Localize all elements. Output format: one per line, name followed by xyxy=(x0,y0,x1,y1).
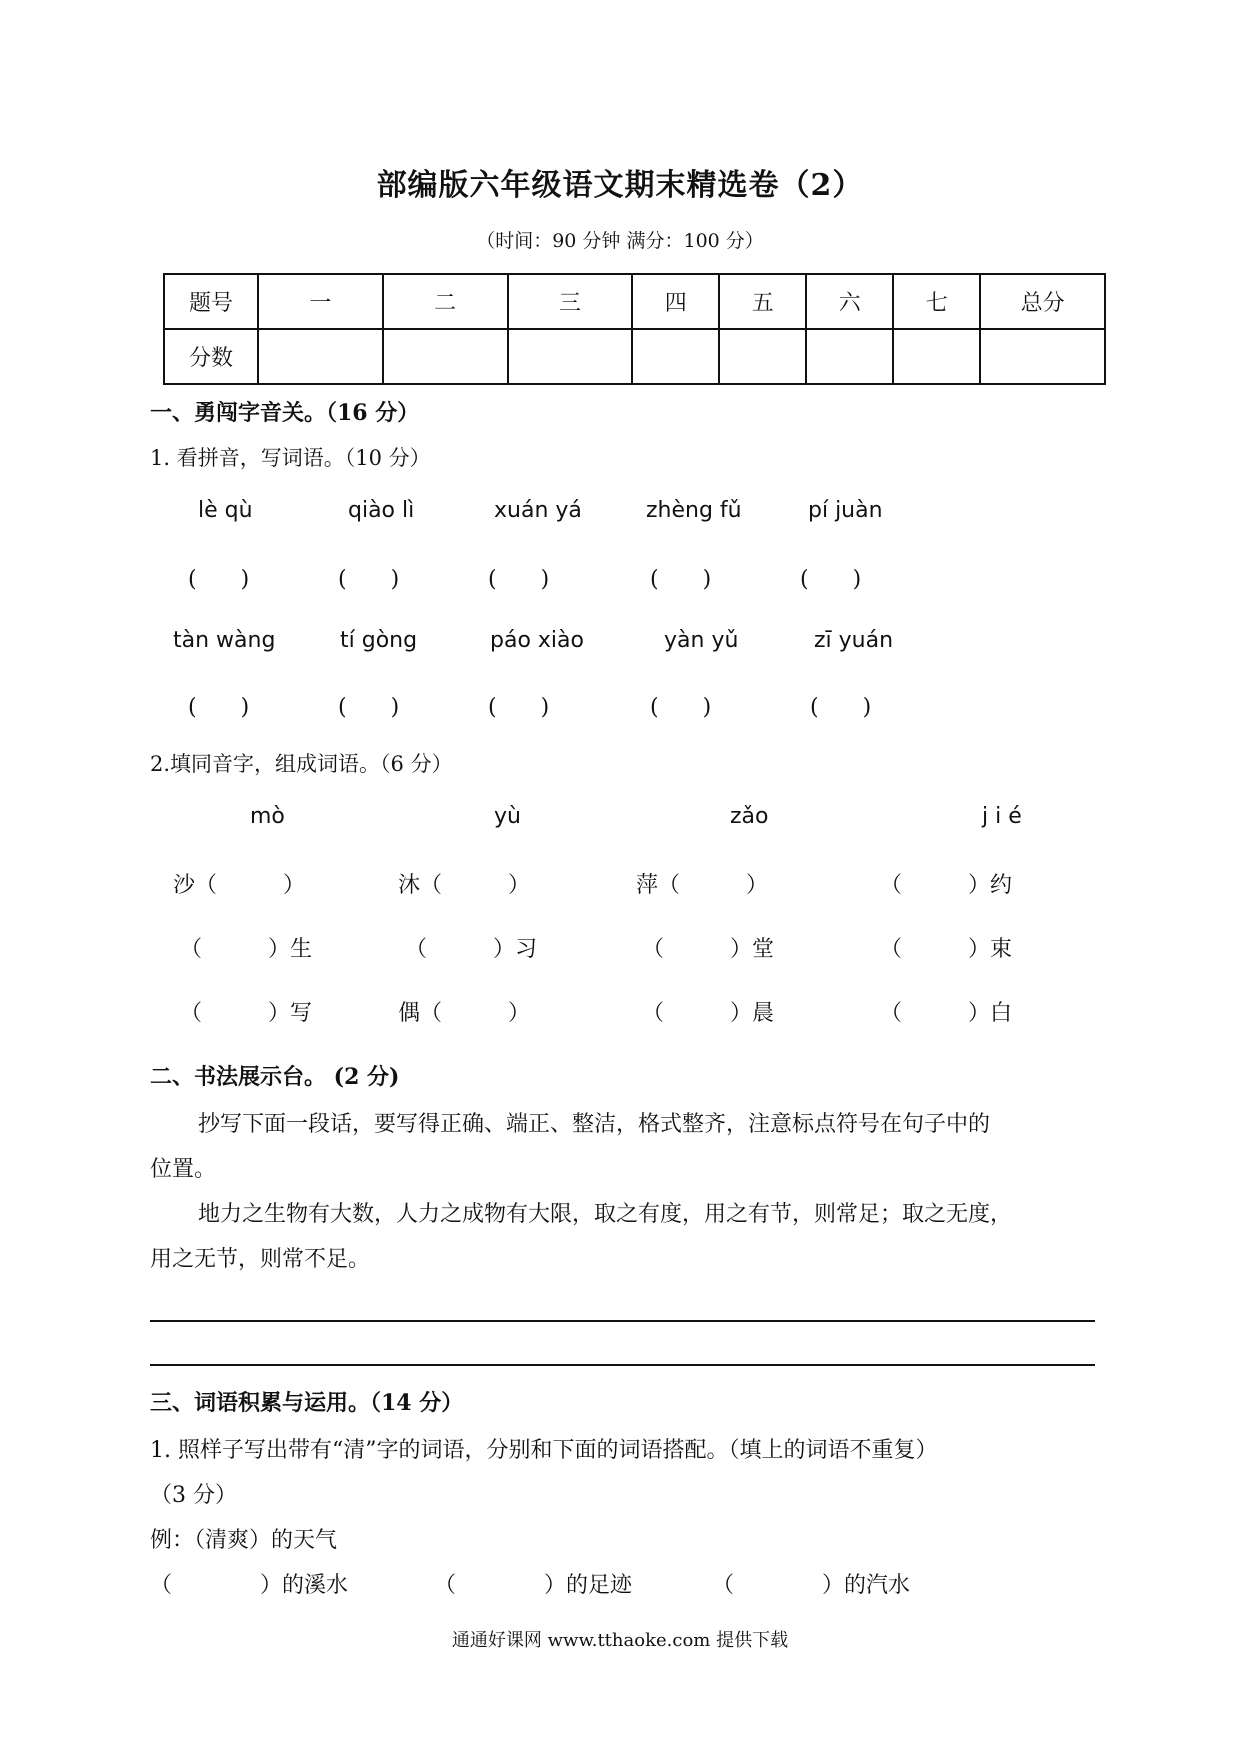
pinyin-item: zī yuán xyxy=(814,628,894,653)
score-cell[interactable] xyxy=(383,329,508,384)
answer-blank[interactable]: ( ) xyxy=(800,567,862,592)
pinyin-item: zhèng fǔ xyxy=(646,498,742,523)
score-cell[interactable] xyxy=(632,329,719,384)
homophone-blank[interactable]: （ ）束 xyxy=(880,937,1013,962)
section2-instruction: 抄写下面一段话，要写得正确、端正、整洁，格式整齐，注意标点符号在句子中的 xyxy=(198,1112,991,1137)
homophone-blank[interactable]: 沐（ ） xyxy=(398,873,531,898)
score-table-header-cell: 三 xyxy=(508,274,633,329)
answer-blank[interactable]: ( ) xyxy=(338,567,400,592)
homophone-blank[interactable]: （ ）习 xyxy=(405,937,538,962)
pinyin-item: qiào lì xyxy=(348,498,415,523)
homophone-blank[interactable]: （ ）堂 xyxy=(642,937,775,962)
pinyin-item: páo xiào xyxy=(490,628,584,653)
score-cell[interactable] xyxy=(980,329,1105,384)
homophone-blank[interactable]: 偶（ ） xyxy=(398,1001,531,1026)
section2-passage-cont: 用之无节，则常不足。 xyxy=(150,1247,371,1272)
score-cell[interactable] xyxy=(719,329,806,384)
answer-blank[interactable]: ( ) xyxy=(488,567,550,592)
pinyin-item: yàn yǔ xyxy=(664,628,739,653)
answer-blank[interactable]: ( ) xyxy=(810,695,872,720)
score-row-label: 分数 xyxy=(164,329,258,384)
score-cell[interactable] xyxy=(508,329,633,384)
score-table-header-cell: 六 xyxy=(806,274,893,329)
pinyin-item: yù xyxy=(494,804,521,829)
section3-heading: 三、词语积累与运用。（14 分） xyxy=(150,1390,464,1416)
score-cell[interactable] xyxy=(258,329,383,384)
score-table-header-cell: 总分 xyxy=(980,274,1105,329)
answer-blank[interactable]: ( ) xyxy=(488,695,550,720)
collocation-blank[interactable]: （ ）的溪水 xyxy=(150,1573,349,1598)
section2-instruction-cont: 位置。 xyxy=(150,1157,217,1182)
pinyin-item: tàn wàng xyxy=(173,628,276,653)
pinyin-item: lè qù xyxy=(198,498,253,523)
homophone-blank[interactable]: （ ）生 xyxy=(180,937,313,962)
writing-line[interactable] xyxy=(150,1320,1095,1322)
answer-blank[interactable]: ( ) xyxy=(188,567,250,592)
homophone-blank[interactable]: （ ）写 xyxy=(180,1001,313,1026)
section3-q1-label: 1. 照样子写出带有“清”字的词语，分别和下面的词语搭配。（填上的词语不重复） xyxy=(150,1438,938,1463)
pinyin-item: xuán yá xyxy=(494,498,582,523)
homophone-blank[interactable]: 萍（ ） xyxy=(636,873,769,898)
pinyin-item: j i é xyxy=(982,804,1022,829)
score-table-header-row xyxy=(164,274,1105,329)
section2-heading: 二、书法展示台。 (2 分) xyxy=(150,1064,400,1090)
answer-blank[interactable]: ( ) xyxy=(650,695,712,720)
collocation-blank[interactable]: （ ）的足迹 xyxy=(434,1573,633,1598)
homophone-blank[interactable]: （ ）晨 xyxy=(642,1001,775,1026)
homophone-blank[interactable]: （ ）约 xyxy=(880,873,1013,898)
answer-blank[interactable]: ( ) xyxy=(188,695,250,720)
pinyin-item: tí gòng xyxy=(340,628,418,653)
pinyin-item: mò xyxy=(250,804,285,829)
section1-q2-label: 2.填同音字，组成词语。（6 分） xyxy=(150,752,453,776)
score-table-header-cell: 七 xyxy=(893,274,980,329)
score-table-header-cell: 五 xyxy=(719,274,806,329)
exam-info: （时间：90 分钟 满分：100 分） xyxy=(476,230,764,252)
page-title: 部编版六年级语文期末精选卷（2） xyxy=(376,168,864,203)
answer-blank[interactable]: ( ) xyxy=(650,567,712,592)
collocation-blank[interactable]: （ ）的汽水 xyxy=(712,1573,911,1598)
pinyin-item: pí juàn xyxy=(808,498,883,523)
writing-line[interactable] xyxy=(150,1364,1095,1366)
homophone-blank[interactable]: （ ）白 xyxy=(880,1001,1013,1026)
score-cell[interactable] xyxy=(806,329,893,384)
homophone-blank[interactable]: 沙（ ） xyxy=(173,873,306,898)
score-table xyxy=(163,273,1106,385)
score-table-header-cell: 四 xyxy=(632,274,719,329)
footer-source: 通通好课网 www.tthaoke.com 提供下载 xyxy=(451,1630,789,1651)
score-table-score-row xyxy=(164,329,1105,384)
section3-q1-label-cont: （3 分） xyxy=(150,1483,237,1508)
score-cell[interactable] xyxy=(893,329,980,384)
pinyin-item: zǎo xyxy=(730,804,769,829)
section3-example: 例：（清爽）的天气 xyxy=(150,1528,338,1553)
section1-q1-label: 1. 看拼音，写词语。（10 分） xyxy=(150,446,431,470)
section2-passage: 地力之生物有大数，人力之成物有大限，取之有度，用之有节，则常足；取之无度， xyxy=(198,1202,1013,1227)
score-table-header-cell: 题号 xyxy=(164,274,258,329)
answer-blank[interactable]: ( ) xyxy=(338,695,400,720)
score-table-header-cell: 二 xyxy=(383,274,508,329)
section1-heading: 一、勇闯字音关。（16 分） xyxy=(150,400,420,426)
score-table-header-cell: 一 xyxy=(258,274,383,329)
